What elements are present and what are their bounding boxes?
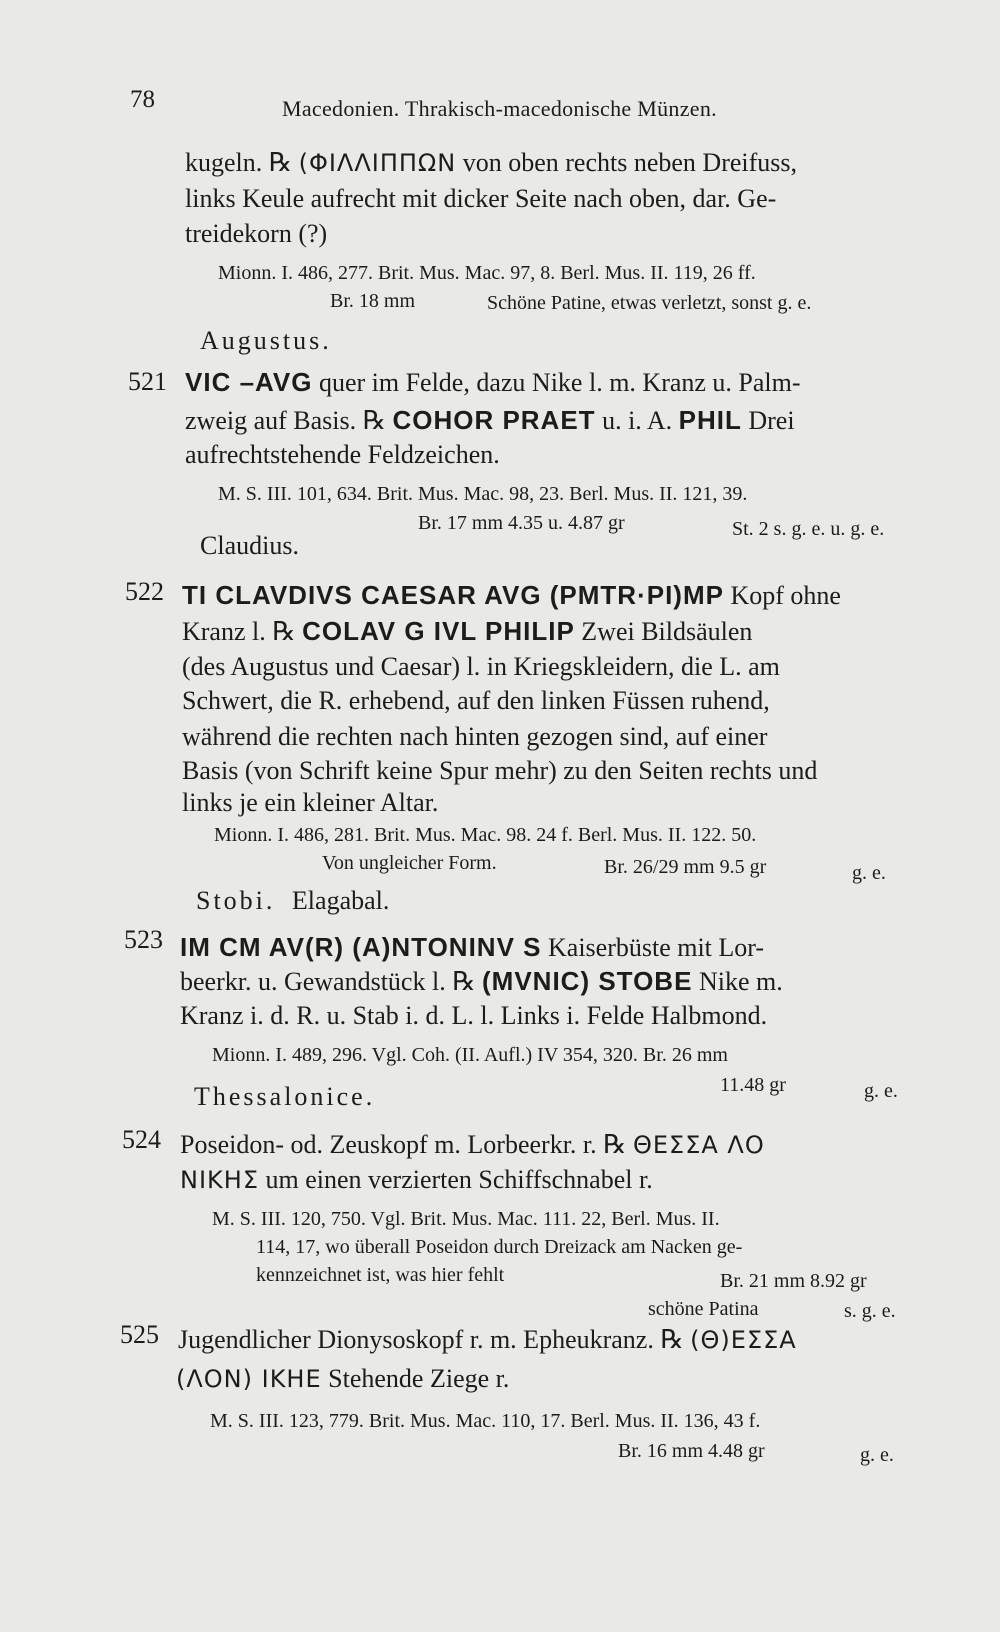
text: Drei [748,406,795,435]
entry-number-522: 522 [125,577,164,606]
text: Kaiserbüste mit Lor- [548,933,765,962]
section-heading-claudius: Claudius. [200,531,299,560]
entry-521-reference-2: Br. 17 mm 4.35 u. 4.87 gr [418,512,625,534]
text: beerkr. u. Gewandstück l. [180,967,446,996]
latin-legend: COLAV G IVL PHILIP [302,616,575,646]
entry-521-reference-3: St. 2 s. g. e. u. g. e. [732,518,885,540]
recipe-symbol: ℞ [452,967,476,996]
latin-legend: TI CLAVDIVS CAESAR AVG (PMTR·PI)MP [182,580,724,610]
entry-525-line-2 [176,1364,509,1394]
text: zweig auf Basis. [185,406,357,435]
text: um einen verzierten Schiffschnabel r. [265,1165,653,1194]
cont-line-2: links Keule aufrecht mit dicker Seite nach oben, dar. Ge- [185,184,777,213]
latin-legend: COHOR PRAET [392,405,596,435]
latin-legend: VIC –AVG [185,367,313,397]
entry-525-line-1 [178,1325,797,1355]
entry-522-line-2 [182,616,752,647]
latin-legend: IM CM AV(R) (A)NTONINV S [180,932,542,962]
text: Zwei Bildsäulen [581,617,753,646]
entry-522-line-5: während die rechten nach hinten gezogen sind, auf einer [182,722,768,751]
entry-number-524: 524 [122,1125,161,1154]
entry-521-reference-1: M. S. III. 101, 634. Brit. Mus. Mac. 98, 23. Berl. Mus. II. 121, 39. [218,483,748,505]
entry-524-line-2 [180,1165,653,1195]
entry-523-reference-2a: 11.48 gr [720,1074,786,1096]
heading-city: Stobi. [196,886,276,915]
entry-522-reference-2c: g. e. [852,862,886,884]
entry-524-reference-4b: s. g. e. [844,1300,896,1322]
entry-521-line-3: aufrechtstehende Feldzeichen. [185,440,500,469]
text: Stehende Ziege r. [328,1364,510,1393]
entry-525-reference-1: M. S. III. 123, 779. Brit. Mus. Mac. 110, 17. Berl. Mus. II. 136, 43 f. [210,1410,761,1432]
entry-number-521: 521 [128,367,167,396]
cont-reference-2a: Br. 18 mm [330,290,416,312]
entry-522-line-4: Schwert, die R. erhebend, auf den linken Füssen ruhend, [182,686,770,715]
page-number: 78 [130,86,155,113]
entry-number-523: 523 [124,925,163,954]
greek-legend: ΘΕΣΣΑ ΛΟ [632,1131,765,1159]
entry-522-line-3: (des Augustus und Caesar) l. in Kriegskleidern, die L. am [182,652,780,681]
text: Poseidon- od. Zeuskopf m. Lorbeerkr. r. [180,1130,597,1159]
section-heading-augustus: Augustus. [200,326,332,355]
greek-legend: (Θ)ΕΣΣΑ [690,1326,797,1354]
text: Kopf ohne [730,581,841,610]
recipe-symbol: ℞ [272,617,296,646]
entry-523-reference-2b: g. e. [864,1080,898,1102]
running-title: Macedonien. Thrakisch-macedonische Münzen. [282,96,717,121]
text: von oben rechts neben Dreifuss, [462,148,798,177]
entry-522-line-1 [182,580,841,611]
recipe-symbol: ℞ [603,1130,627,1159]
section-heading-thessalonice: Thessalonice. [194,1082,376,1111]
latin-legend: (MVNIC) STOBE [482,966,693,996]
recipe-symbol: ℞ [268,148,293,177]
entry-524-reference-1: M. S. III. 120, 750. Vgl. Brit. Mus. Mac. 111. 22, Berl. Mus. II. [212,1208,720,1230]
cont-line-3: treidekorn (?) [185,219,328,248]
text: kugeln. [185,148,263,177]
entry-number-525: 525 [120,1320,159,1349]
entry-522-reference-2a: Von ungleicher Form. [322,852,497,874]
entry-521-line-1 [185,367,801,398]
entry-523-line-3: Kranz i. d. R. u. Stab i. d. L. l. Links i. Felde Halbmond. [180,1001,768,1030]
entry-523-reference-1: Mionn. I. 489, 296. Vgl. Coh. (II. Aufl.) IV 354, 320. Br. 26 mm [212,1044,728,1066]
recipe-symbol: ℞ [362,406,386,435]
text: u. i. A. [602,406,673,435]
text: Nike m. [698,967,783,996]
entry-522-reference-1: Mionn. I. 486, 281. Brit. Mus. Mac. 98. 24 f. Berl. Mus. II. 122. 50. [214,824,757,846]
latin-legend: PHIL [678,405,742,435]
greek-legend: ΝΙΚΗΣ [180,1166,259,1194]
greek-legend: (ΦΙΛΛΙΠΠΩΝ [298,149,457,177]
cont-reference-1: Mionn. I. 486, 277. Brit. Mus. Mac. 97, 8. Berl. Mus. II. 119, 26 ff. [218,262,756,284]
heading-emperor: Elagabal. [291,886,390,915]
entry-522-reference-2b: Br. 26/29 mm 9.5 gr [604,856,767,878]
text: quer im Felde, dazu Nike l. m. Kranz u. Palm- [318,368,801,397]
entry-523-line-2 [180,966,783,997]
recipe-symbol: ℞ [660,1325,684,1354]
text: Jugendlicher Dionysoskopf r. m. Epheukranz. [178,1325,654,1354]
entry-525-reference-2b: g. e. [860,1444,894,1466]
entry-524-reference-2: 114, 17, wo überall Poseidon durch Dreizack am Nacken ge- [256,1236,743,1258]
entry-522-line-6: Basis (von Schrift keine Spur mehr) zu den Seiten rechts und [182,756,818,785]
cont-reference-2b: Schöne Patine, etwas verletzt, sonst g. e. [487,292,812,314]
entry-522-line-7: links je ein kleiner Altar. [182,788,439,817]
entry-525-reference-2a: Br. 16 mm 4.48 gr [618,1440,765,1462]
cont-line-1 [185,148,797,178]
entry-524-reference-4a: schöne Patina [648,1298,759,1320]
text: Kranz l. [182,617,266,646]
entry-524-line-1 [180,1130,765,1160]
entry-523-line-1 [180,932,764,963]
greek-legend: (ΛΟΝ) ΙΚΗΕ [176,1365,322,1393]
entry-524-reference-3b: Br. 21 mm 8.92 gr [720,1270,867,1292]
section-heading-stobi [196,886,389,916]
entry-521-line-2 [185,405,795,436]
entry-524-reference-3a: kennzeichnet ist, was hier fehlt [256,1264,505,1286]
